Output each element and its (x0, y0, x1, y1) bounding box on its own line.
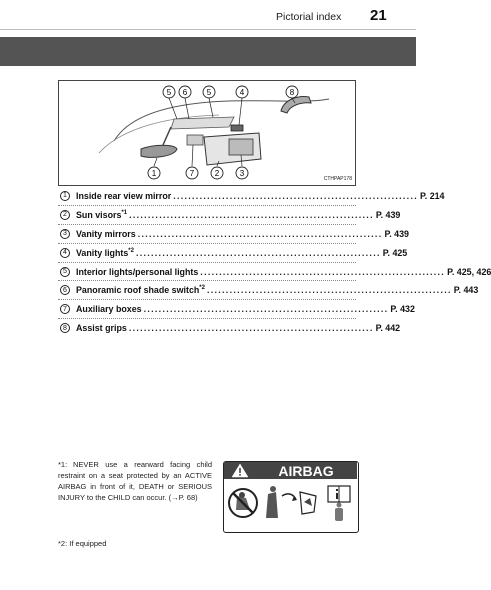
page-header-title: Pictorial index (276, 11, 342, 23)
index-row-panoramic-roof-shade-switch[interactable] (58, 281, 479, 300)
callout-2 (211, 167, 223, 179)
callout-8 (286, 86, 298, 98)
index-label: Interior lights/personal lights (76, 266, 199, 277)
page-reference[interactable]: P. 425 (382, 247, 408, 258)
read-manual-icon (328, 486, 350, 521)
index-number: 2 (60, 210, 70, 220)
ceiling-illustration (59, 81, 355, 185)
index-row-inside-rear-view-mirror[interactable] (58, 187, 445, 206)
page-reference[interactable]: P. 432 (390, 304, 415, 315)
svg-text:2: 2 (214, 169, 220, 178)
callout-1 (148, 167, 160, 179)
header-band (0, 37, 416, 66)
airbag-warning-label (223, 461, 359, 533)
index-label: Assist grips (76, 323, 127, 334)
index-row-auxiliary-boxes[interactable] (58, 300, 415, 319)
callout-7 (186, 167, 198, 179)
page-reference[interactable]: P. 439 (375, 209, 401, 220)
index-number: 7 (60, 304, 70, 314)
airbag-label-graphic (224, 462, 357, 531)
page-reference[interactable]: P. 442 (375, 323, 401, 334)
svg-text:5: 5 (206, 88, 212, 97)
svg-text:1: 1 (151, 169, 157, 178)
page-reference[interactable]: P. 214 (419, 190, 445, 201)
dot-leader: ................................................................. (173, 190, 418, 201)
callout-5b (203, 86, 215, 98)
overhead-console (171, 117, 234, 129)
page-reference[interactable]: P. 425, 426 (447, 266, 491, 277)
assist-grip-shape (281, 97, 311, 113)
page-reference[interactable]: P. 443 (453, 285, 479, 296)
dot-leader: ................................................................. (135, 247, 381, 258)
index-label: Auxiliary boxes (76, 304, 142, 315)
dot-leader: ................................................................. (129, 209, 374, 220)
mirror-stem (163, 127, 171, 145)
airbag-title: AIRBAG (278, 463, 334, 479)
svg-text:7: 7 (189, 169, 195, 178)
footnote-2-mark: *2: (58, 539, 68, 548)
page-number: 21 (370, 7, 387, 24)
callout-3 (236, 167, 248, 179)
svg-text:5: 5 (166, 88, 172, 97)
seat-airbag-deploy-icon (266, 486, 316, 518)
index-label: Vanity mirrors (76, 228, 136, 239)
index-number: 4 (60, 248, 70, 258)
index-row-sun-visors[interactable] (58, 206, 401, 225)
dot-leader: ................................................................. (200, 266, 446, 277)
index-number: 1 (60, 191, 70, 201)
index-label: Vanity lights$^{*2}$ (76, 247, 134, 258)
footnote-1-mark: *1: (58, 460, 68, 469)
footnote-1 (58, 459, 212, 503)
page-reference[interactable]: P. 439 (384, 228, 409, 239)
index-row-vanity-mirrors[interactable] (58, 225, 409, 244)
callout-4 (236, 86, 248, 98)
rear-view-mirror (141, 145, 177, 157)
index-label: Inside rear view mirror (76, 190, 172, 201)
auxiliary-box-shape (187, 135, 203, 145)
svg-text:8: 8 (289, 88, 295, 97)
index-number: 8 (60, 323, 70, 333)
index-label: Panoramic roof shade switch$^{*2}$ (76, 285, 205, 296)
figure-code: CTHPAP178 (323, 176, 352, 182)
footnote-1-text: NEVER use a rearward facing child restraint on a seat protected by an ACTIVE AIRBAG in front of it, DEATH or SERIOUS INJURY to the CHILD can occur. (→P. 68) (58, 460, 212, 502)
callout-5a (163, 86, 175, 98)
index-row-vanity-lights[interactable] (58, 244, 408, 263)
index-number: 6 (60, 285, 70, 295)
index-label: Sun visors$^{*1}$ (76, 209, 128, 220)
footnote-2 (58, 539, 106, 548)
vanity-light-shape (231, 125, 243, 131)
dot-leader: ................................................................. (143, 304, 389, 315)
interior-diagram (58, 80, 356, 186)
index-list (58, 187, 491, 337)
dot-leader: ................................................................. (137, 228, 383, 239)
no-rear-facing-child-seat-icon (229, 489, 257, 517)
callout-6 (179, 86, 191, 98)
vanity-mirror-shape (229, 139, 253, 155)
dot-leader: ................................................................. (206, 285, 452, 296)
index-number: 5 (60, 267, 70, 277)
footnote-2-text: If equipped (69, 539, 107, 548)
header-rule (0, 29, 416, 30)
dot-leader: ................................................................. (128, 323, 374, 334)
svg-text:3: 3 (239, 169, 245, 178)
index-row-assist-grips[interactable] (58, 319, 401, 337)
index-number: 3 (60, 229, 70, 239)
svg-text:4: 4 (239, 88, 245, 97)
svg-text:6: 6 (182, 88, 188, 97)
index-row-interior-lights[interactable] (58, 263, 491, 282)
